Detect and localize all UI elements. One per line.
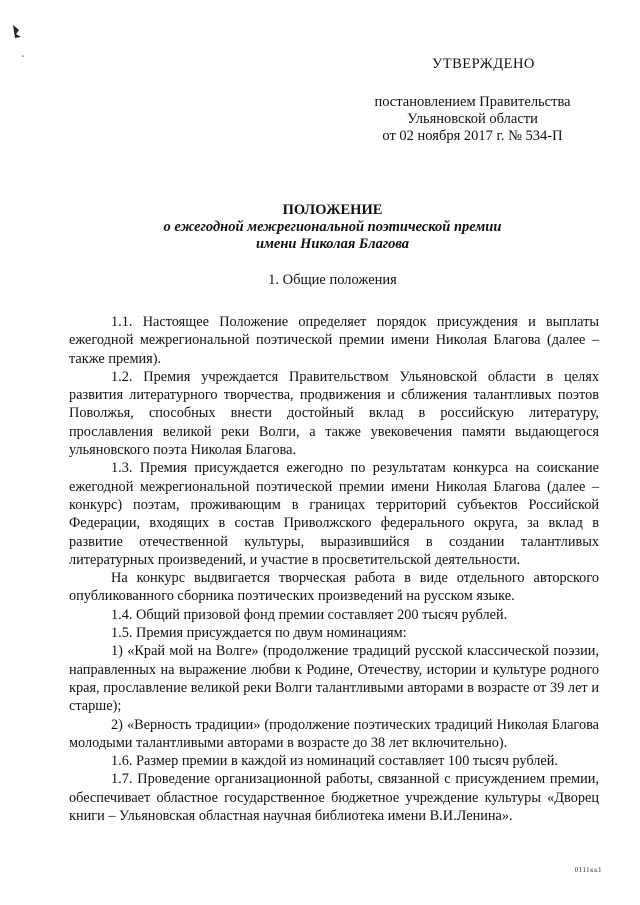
approval-line-3: от 02 ноября 2017 г. № 534-П (382, 128, 563, 144)
section-title: 1. Общие положения (268, 272, 397, 288)
paragraph-nomination-2: 2) «Верность традиции» (продолжение поэтических традиций Николая Благова молодыми талантливыми авторами в возрасте до 38 лет включительно). (69, 716, 599, 751)
title-line-3: имени Николая Благова (255, 236, 410, 252)
approval-stamp-block (360, 56, 620, 145)
paragraph-1-2: 1.2. Премия учреждается Правительством Ульяновской области в целях развития литературного творчества, продвижения и сближения талантливых поэтов Поволжья, способных внести достойный вклад в российскую литературу, прославления великой реки Волги, а также увековечения памяти выдающегося ульяновского поэта Николая Благова. (69, 368, 599, 459)
paragraph-1-4: 1.4. Общий призовой фонд премии составляет 200 тысяч рублей. (111, 606, 508, 623)
paragraph-1-5: 1.5. Премия присуждается по двум номинациям: (111, 625, 407, 642)
paragraph-1-6: 1.6. Размер премии в каждой из номинаций составляет 100 тысяч рублей. (111, 753, 559, 770)
approval-line-1: постановлением Правительства (374, 94, 571, 110)
paragraph-1-1: 1.1. Настоящее Положение определяет порядок присуждения и выплаты ежегодной межрегиональной поэтической премии имени Николая Благова (далее – также премия). (69, 314, 599, 367)
title-line-2: о ежегодной межрегиональной поэтической премии (163, 219, 502, 235)
footer-code: 0111кк1 (574, 866, 602, 874)
document-body (69, 313, 599, 825)
paragraph-contest-work: На конкурс выдвигается творческая работа в виде отдельного авторского опубликованного сборника поэтических произведений на русском языке. (69, 570, 599, 605)
document-title (60, 202, 605, 253)
paragraph-1-7: 1.7. Проведение организационной работы, связанной с присуждением премии, обеспечивает областное государственное бюджетное учреждение культуры «Дворец книги – Ульяновская областная научная библиотека имени В.И.Ленина». (69, 771, 599, 825)
approval-heading: УТВЕРЖДЕНО (432, 56, 535, 72)
paragraph-nomination-1: 1) «Край мой на Волге» (продолжение традиций русской классической поэзии, направленных на выражение любви к Родине, Отечеству, истории и культуре родного края, прославление великой реки Волги талантливыми авторами в возрасте от 39 лет и старше); (69, 643, 599, 715)
paragraph-1-3: 1.3. Премия присуждается ежегодно по результатам конкурса на соискание ежегодной межрегиональной поэтической премии имени Николая Благова (далее – конкурс) поэтам, проживающим в границах территорий субъектов Российской Федерации, входящих в состав Приволжского федерального округа, за вклад в развитие отечественной культуры, выразившийся в создании талантливых литературных произведений, и участие в просветительской деятельности. (69, 460, 599, 568)
title-main: ПОЛОЖЕНИЕ (282, 202, 383, 218)
approval-line-2: Ульяновской области (407, 111, 538, 127)
scan-artifact-mark (10, 22, 30, 62)
